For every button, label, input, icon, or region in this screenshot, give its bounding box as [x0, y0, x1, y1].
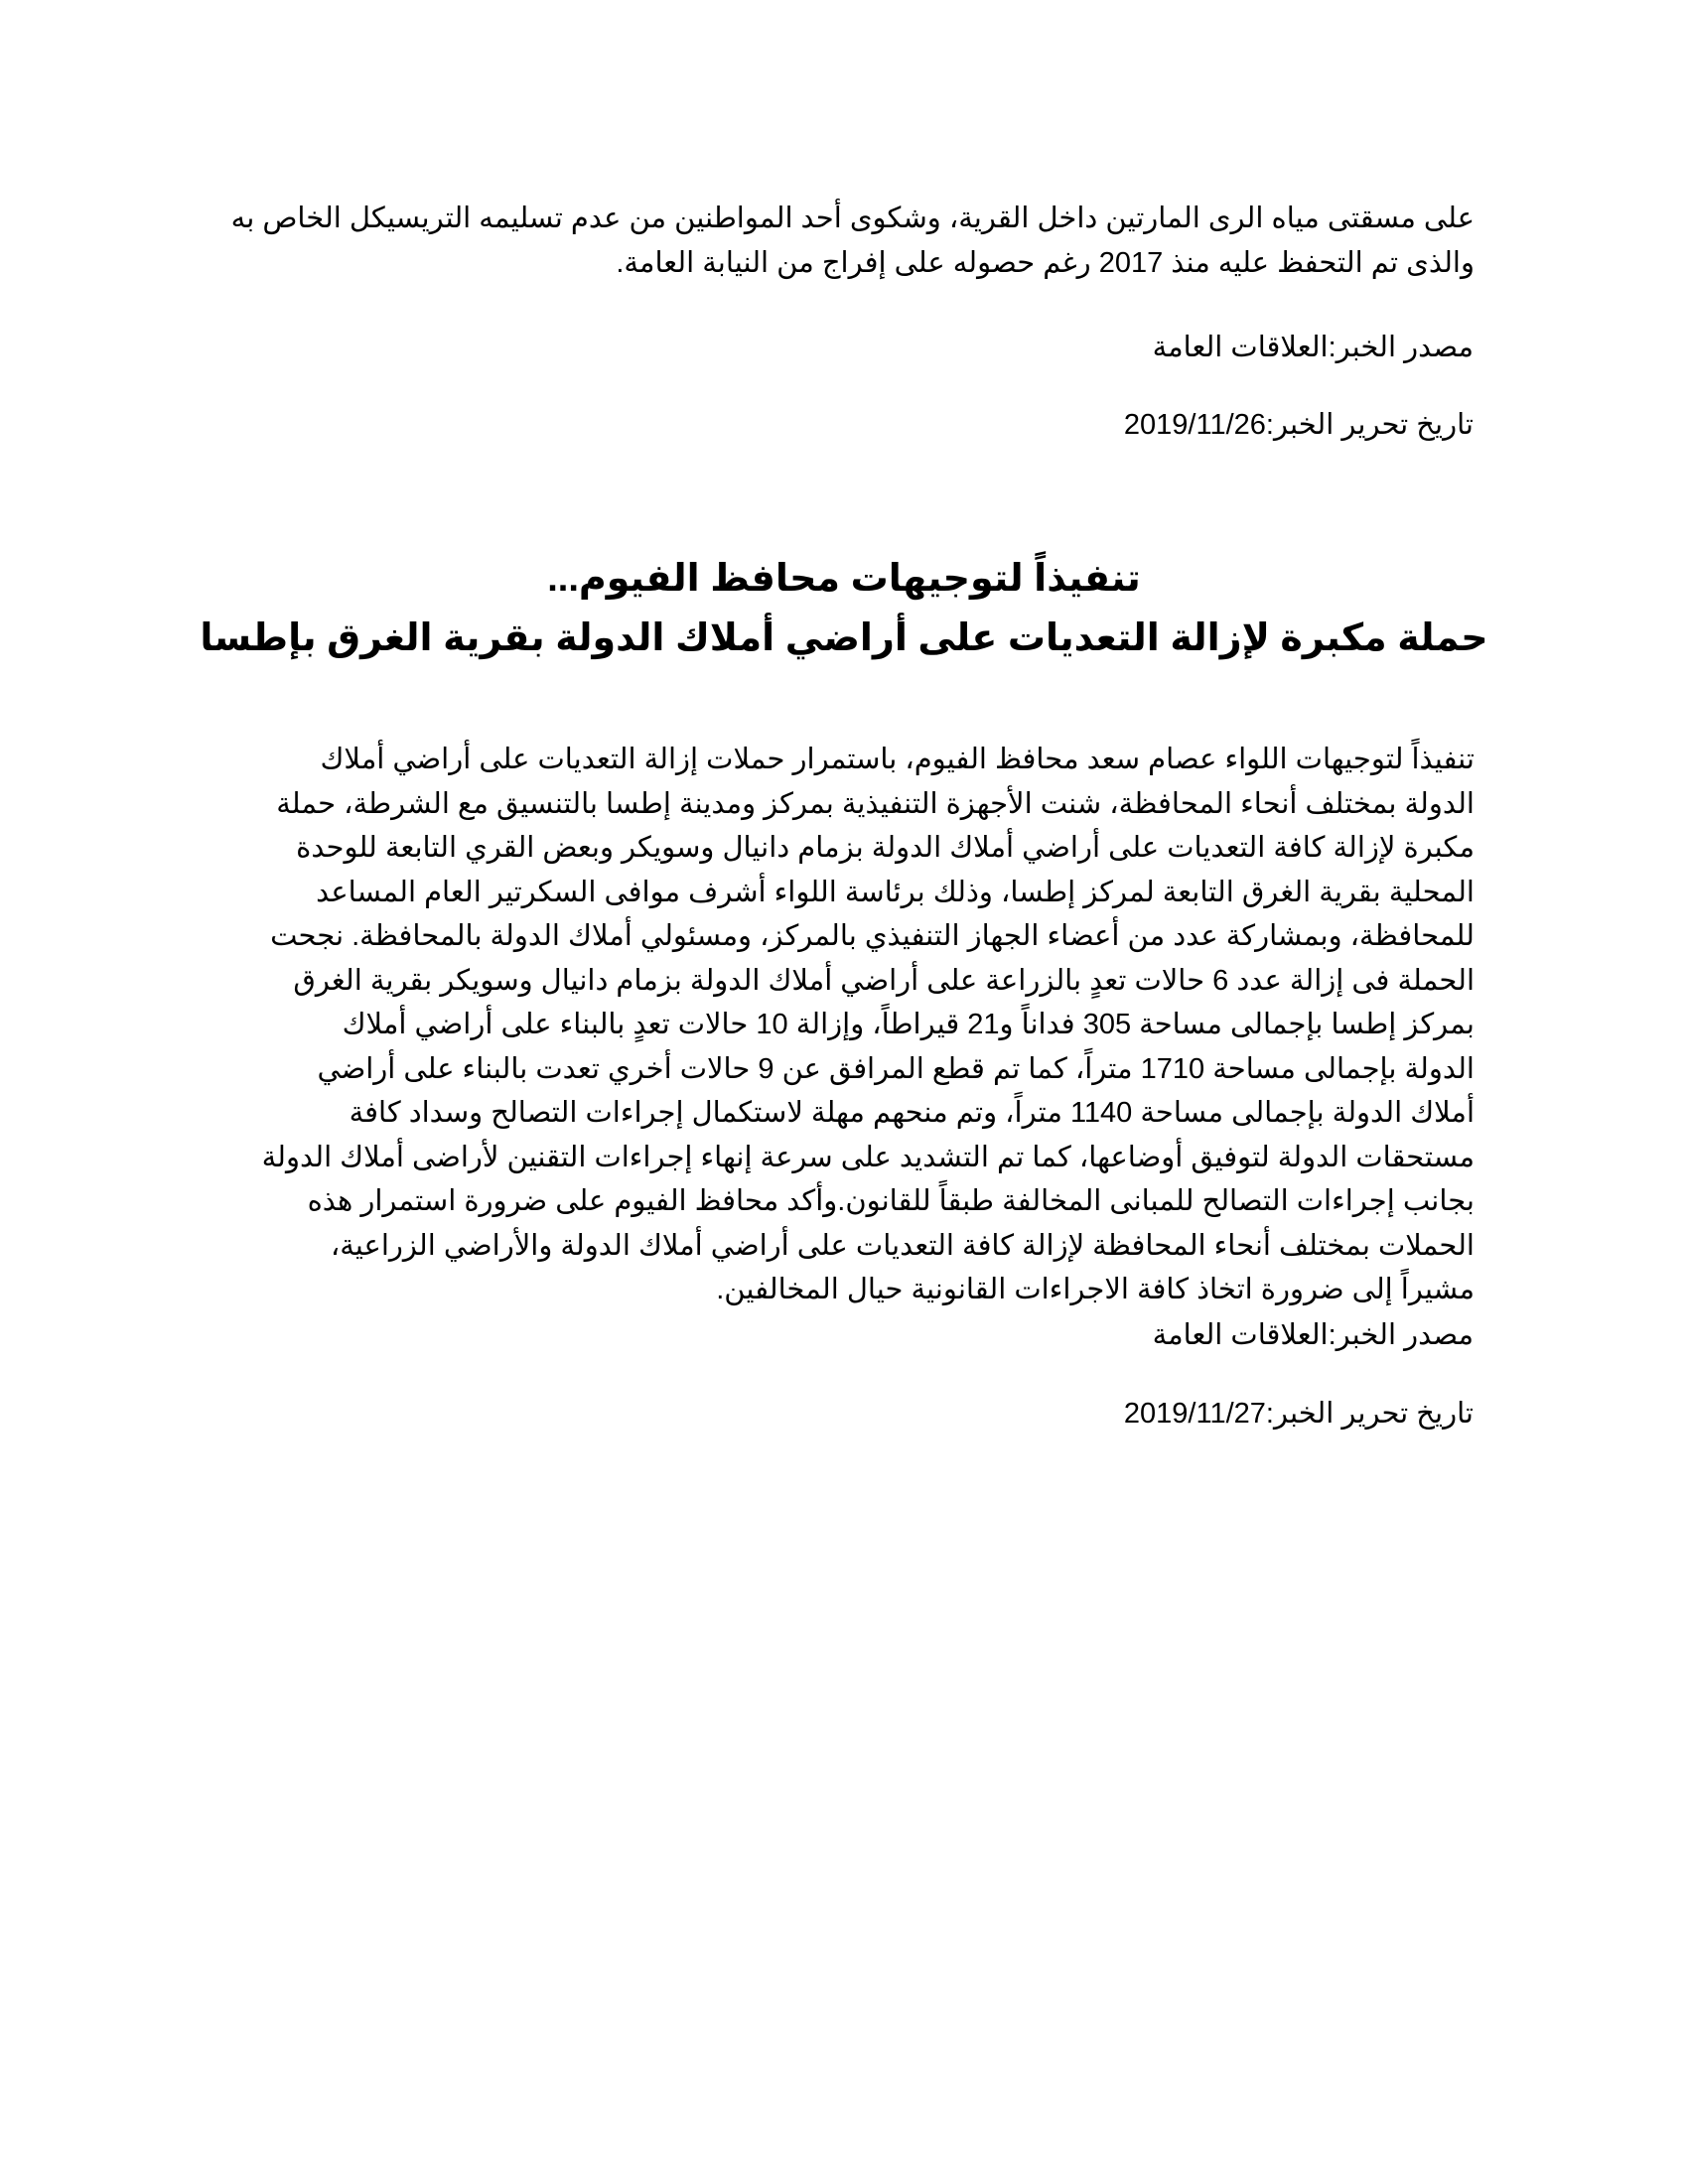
body-line: الحملة فى إزالة عدد 6 حالات تعدٍ بالزراعة على أراضي أملاك الدولة بزمام دانيال وسويكر بقرية الغرق [293, 964, 1475, 997]
body-line: للمحافظة، وبمشاركة عدد من أعضاء الجهاز التنفيذي بالمركز، ومسئولي أملاك الدولة بالمحافظة. نجحت [270, 920, 1475, 952]
intro-paragraph [202, 197, 1475, 285]
article-date [1124, 1394, 1474, 1433]
body-line: مكبرة لإزالة كافة التعديات على أراضي أملاك الدولة بزمام دانيال وسويكر وبعض القري التابعة للوحدة [296, 832, 1475, 864]
body-line: الدولة بمختلف أنحاء المحافظة، شنت الأجهزة التنفيذية بمركز ومدينة إطسا بالتنسيق مع الشرطة، حملة [276, 787, 1475, 820]
body-line: أملاك الدولة بإجمالى مساحة 1140 متراً، وتم منحهم مهلة لاستكمال إجراءات التصالح وسداد كافة [349, 1097, 1475, 1129]
article-date-value: 2019/11/27 [1123, 1398, 1266, 1430]
article-date-label: تاريخ تحرير الخبر: [1265, 1398, 1474, 1430]
body-line: بجانب إجراءات التصالح للمبانى المخالفة طبقاً للقانون.وأكد محافظ الفيوم على ضرورة استمرار هذه [307, 1185, 1475, 1217]
article-title-line-1: تنفيذاً لتوجيهات محافظ الفيوم... [547, 558, 1141, 600]
article-body [202, 738, 1475, 1312]
body-line: بمركز إطسا بإجمالى مساحة 305 فداناً و21 قيراطاً، وإزالة 10 حالات تعدٍ بالبناء على أراضي أملاك [342, 1009, 1475, 1040]
body-line: الحملات بمختلف أنحاء المحافظة لإزالة كافة التعديات على أراضي أملاك الدولة والأراضي الزراعية، [330, 1229, 1475, 1262]
article-source: مصدر الخبر:العلاقات العامة [1152, 1319, 1474, 1351]
intro-date-value: 2019/11/26 [1123, 409, 1266, 441]
body-line: المحلية بقرية الغرق التابعة لمركز إطسا، وذلك برئاسة اللواء أشرف موافى السكرتير العام المساعد [316, 876, 1475, 908]
intro-date-label: تاريخ تحرير الخبر: [1265, 409, 1474, 441]
intro-line-1: على مسقتى مياه الرى المارتين داخل القرية، وشكوى أحد المواطنين من عدم تسليمه التريسيكل الخاص به [230, 203, 1475, 234]
body-line: مشيراً إلى ضرورة اتخاذ كافة الاجراءات القانونية حيال المخالفين. [716, 1274, 1475, 1305]
intro-line-2: والذى تم التحفظ عليه منذ 2017 رغم حصوله على إفراج من النيابة العامة. [616, 246, 1475, 279]
intro-date [1124, 405, 1474, 445]
intro-source: مصدر الخبر:العلاقات العامة [1152, 332, 1474, 363]
article-title-line-2: حملة مكبرة لإزالة التعديات على أراضي أملاك الدولة بقرية الغرق بإطسا [200, 617, 1488, 659]
body-line: تنفيذاً لتوجيهات اللواء عصام سعد محافظ الفيوم، باستمرار حملات إزالة التعديات على أراضي أملاك [320, 744, 1475, 775]
body-line: الدولة بإجمالى مساحة 1710 متراً، كما تم قطع المرافق عن 9 حالات أخري تعدت بالبناء على أراضي [317, 1052, 1475, 1085]
body-line: مستحقات الدولة لتوفيق أوضاعها، كما تم التشديد على سرعة إنهاء إجراءات التقنين لأراضى أملاك الدولة [261, 1141, 1475, 1173]
